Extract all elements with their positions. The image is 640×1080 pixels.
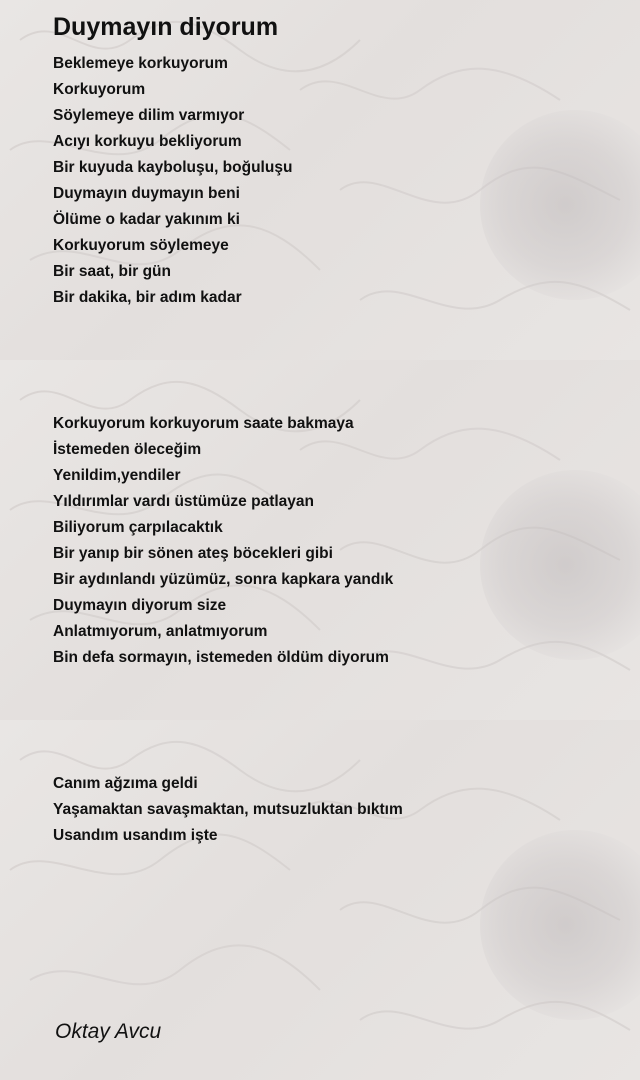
- poem-line: Ölüme o kadar yakınım ki: [53, 211, 240, 228]
- stanza-2: [53, 411, 393, 671]
- poem-line: Anlatmıyorum, anlatmıyorum: [53, 623, 268, 640]
- poem-line: Duymayın diyorum size: [53, 597, 227, 614]
- poem-line: Bir dakika, bir adım kadar: [53, 289, 242, 306]
- stanza-3: [53, 771, 403, 849]
- poem-line: Bir yanıp bir sönen ateş böcekleri gibi: [53, 545, 333, 562]
- poem-line: Bin defa sormayın, istemeden öldüm diyorum: [53, 649, 389, 666]
- poem-line: Yıldırımlar vardı üstümüze patlayan: [53, 493, 314, 510]
- poem-line: Yenildim,yendiler: [53, 467, 181, 484]
- poem-line: Korkuyorum: [53, 81, 146, 98]
- poem-line: Söylemeye dilim varmıyor: [53, 107, 245, 124]
- poem-line: Korkuyorum söylemeye: [53, 237, 229, 254]
- poem-line: Korkuyorum korkuyorum saate bakmaya: [53, 415, 354, 432]
- poem-line: Usandım usandım işte: [53, 827, 218, 844]
- stanza-1: [53, 51, 292, 311]
- poem-line: İstemeden öleceğim: [53, 441, 202, 458]
- poem-author: Oktay Avcu: [55, 1020, 162, 1043]
- poem-line: Biliyorum çarpılacaktık: [53, 519, 223, 536]
- poem-line: Canım ağzıma geldi: [53, 775, 198, 792]
- poem-line: Beklemeye korkuyorum: [53, 55, 228, 72]
- poem-line: Yaşamaktan savaşmaktan, mutsuzluktan bıktım: [53, 801, 403, 818]
- poem-line: Bir saat, bir gün: [53, 263, 171, 280]
- poem-line: Bir kuyuda kayboluşu, boğuluşu: [53, 159, 293, 176]
- poem-line: Duymayın duymayın beni: [53, 185, 240, 202]
- poem-line: Bir aydınlandı yüzümüz, sonra kapkara yandık: [53, 571, 394, 588]
- poem-title: Duymayın diyorum: [53, 13, 279, 41]
- poem-line: Acıyı korkuyu bekliyorum: [53, 133, 242, 150]
